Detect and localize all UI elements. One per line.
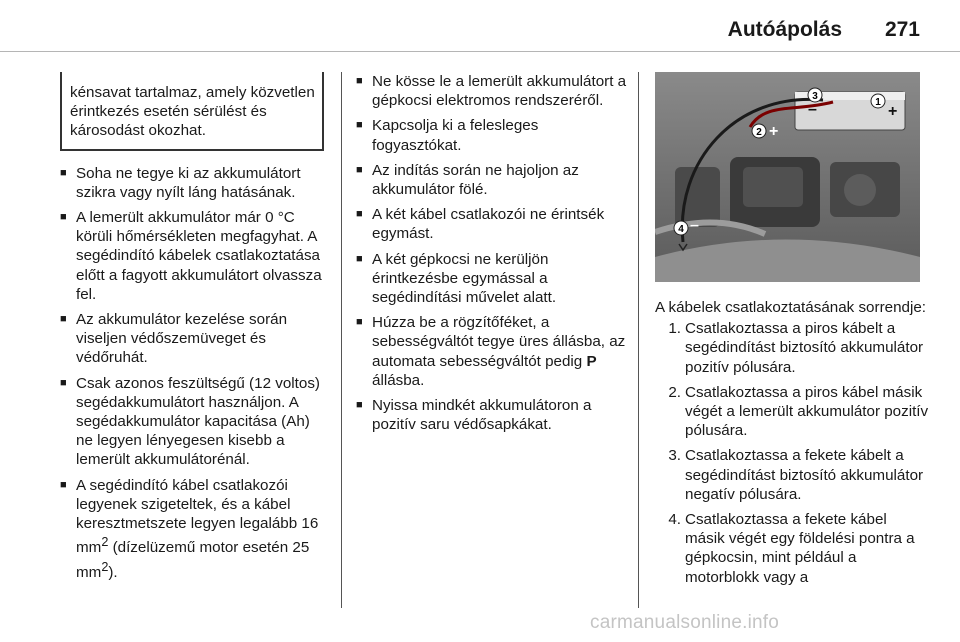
gear-text-end: állásba.	[372, 371, 425, 389]
step-number: 4.	[668, 511, 681, 529]
jump-start-photo	[655, 72, 920, 282]
column-divider-1	[341, 72, 342, 608]
label-3	[808, 88, 822, 102]
page-number: 271	[884, 18, 920, 41]
column-middle	[356, 72, 630, 440]
list-item: ■ Az akkumulátor kezelése során viseljen védőszemüveget és védőruhát.	[60, 310, 330, 368]
precaution-list	[60, 164, 330, 582]
svg-text:3: 3	[812, 91, 818, 102]
svg-text:4: 4	[678, 224, 684, 235]
svg-text:2: 2	[756, 127, 762, 138]
section-title: Autóápolás	[727, 18, 842, 41]
list-item: ■ A két kábel csatlakozói ne érintsék egymást.	[356, 205, 630, 243]
list-item	[356, 313, 630, 390]
label-2	[752, 124, 766, 138]
gear-text: Húzza be a rögzítőféket, a sebességváltót tegye üres állásba, az automata sebességváltót pedig	[372, 314, 626, 370]
svg-text:1: 1	[875, 97, 881, 108]
step-number: 1.	[668, 320, 681, 338]
list-item: ■ A két gépkocsi ne kerüljön érintkezésbe egymással a segédindítási művelet alatt.	[356, 250, 630, 308]
engine-bay-illustration	[655, 72, 920, 282]
column-left	[60, 72, 330, 588]
park-position-label: P	[586, 352, 597, 370]
list-item	[60, 476, 330, 582]
preparation-list	[356, 72, 630, 434]
page-header	[0, 18, 960, 48]
step-number: 2.	[668, 383, 681, 401]
list-item	[655, 383, 930, 441]
cable-spec-text-end: ).	[108, 563, 118, 581]
figure-caption: A kábelek csatlakoztatásának sorrendje:	[655, 299, 927, 316]
cable-spec-text-diesel: (dízelüzemű motor esetén 25 mm	[76, 539, 310, 581]
step-text: Csatlakoztassa a fekete kábelt a segédindítást biztosító akkumulátor negatív pólusára.	[685, 447, 924, 503]
minus-symbol: –	[808, 101, 817, 118]
list-item: ■ Kapcsolja ki a felesleges fogyasztókat.	[356, 116, 630, 154]
warning-box	[60, 72, 324, 151]
list-item	[655, 510, 930, 587]
connection-steps	[655, 319, 930, 587]
list-item	[655, 446, 930, 504]
list-item: ■ Nyissa mindkét akkumulátoron a pozitív saru védősapkákat.	[356, 396, 630, 434]
list-item	[655, 319, 930, 377]
superscript: 2	[101, 559, 109, 574]
step-text: Csatlakoztassa a piros kábel másik végét a lemerült akkumulátor pozitív pólusára.	[685, 383, 929, 440]
list-item: ■ Soha ne tegye ki az akkumulátort szikra vagy nyílt láng hatásának.	[60, 164, 330, 202]
warning-text: kénsavat tartalmaz, amely közvetlen érintkezés esetén sérülést és károsodást okozhat.	[70, 84, 315, 140]
minus-symbol: –	[690, 217, 699, 234]
header-divider	[0, 51, 960, 52]
list-item: ■ Ne kösse le a lemerült akkumulátort a gépkocsi elektromos rendszeréről.	[356, 72, 630, 110]
list-item: ■ Az indítás során ne hajoljon az akkumulátor fölé.	[356, 161, 630, 199]
superscript: 2	[101, 535, 109, 550]
list-item: ■ A lemerült akkumulátor már 0 °C körüli hőmérsékleten megfagyhat. A segédindító kábelek csatlakoztatása előtt a fagyott akkumulátort olvassza fel.	[60, 208, 330, 304]
cable-spec-text: A segédindító kábel csatlakozói legyenek szigeteltek, és a kábel keresztmetszete legyen legalább 16 mm	[76, 476, 319, 557]
column-divider-2	[638, 72, 639, 608]
step-text: Csatlakoztassa a fekete kábel másik végét egy földelési pontra a gépkocsin, mint például a motorblokk vagy a	[685, 511, 915, 586]
column-right	[655, 72, 930, 593]
label-4	[674, 221, 688, 235]
step-number: 3.	[668, 447, 681, 465]
list-item: ■ Csak azonos feszültségű (12 voltos) segédakkumulátort használjon. A segédakkumulátor kapacitása (Ah) ne legyen lényegesen kisebb a lemerült akkumulátorénál.	[60, 374, 330, 470]
plus-symbol: +	[888, 103, 898, 120]
label-1	[871, 94, 885, 108]
step-text: Csatlakoztassa a piros kábelt a segédindítást biztosító akkumulátor pozitív pólusára.	[685, 320, 924, 376]
plus-symbol: +	[769, 123, 779, 140]
watermark: carmanualsonline.info	[590, 612, 780, 633]
